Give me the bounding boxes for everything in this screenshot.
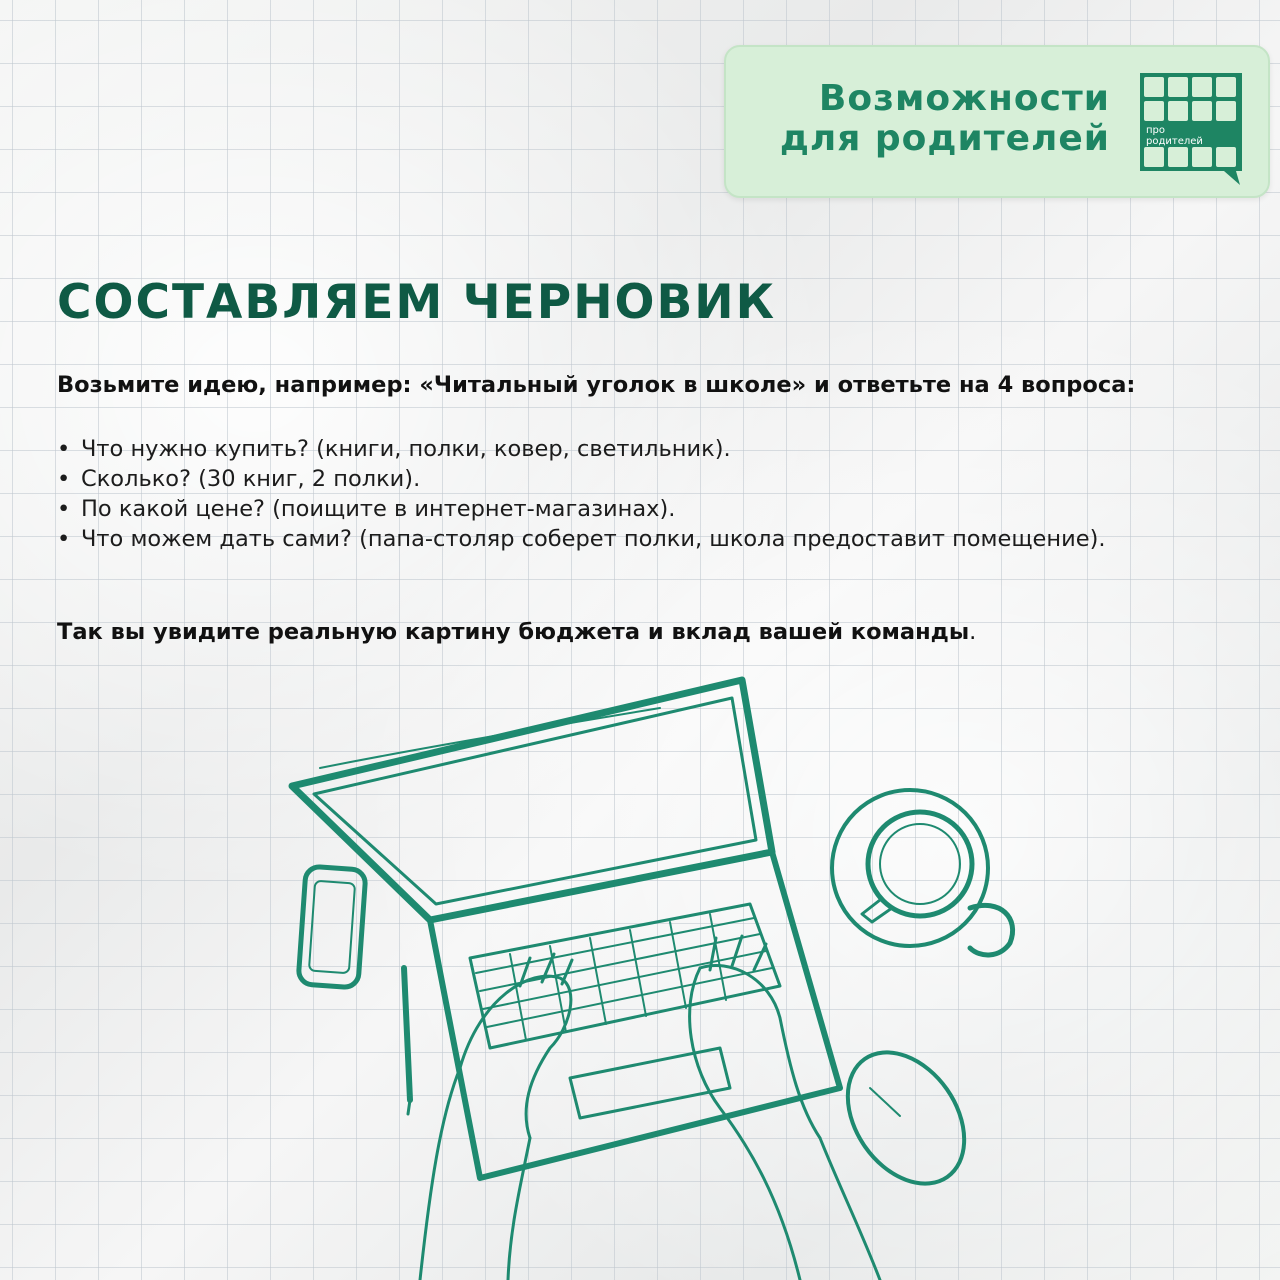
computer-mouse xyxy=(824,1030,989,1205)
coffee-cup xyxy=(832,790,1013,955)
list-item: • По какой цене? (поищите в интернет-магазинах). xyxy=(57,494,1106,524)
question-list xyxy=(57,434,1106,554)
intro-text: Возьмите идею, например: «Читальный уголок в школе» и ответьте на 4 вопроса: xyxy=(57,372,1136,398)
list-item: • Что можем дать сами? (папа-столяр соберет полки, школа предоставит помещение). xyxy=(57,524,1106,554)
badge-title xyxy=(780,79,1110,159)
laptop-desk-illustration xyxy=(280,668,1040,1280)
conclusion-text xyxy=(57,619,976,645)
badge-title-line2: для родителей xyxy=(779,118,1110,159)
list-item: • Сколько? (30 книг, 2 полки). xyxy=(57,464,1106,494)
logo-text-line2: родителей xyxy=(1146,136,1203,147)
brand-badge xyxy=(724,45,1270,198)
list-item: • Что нужно купить? (книги, полки, ковер, светильник). xyxy=(57,434,1106,464)
conclusion-period: . xyxy=(969,619,977,645)
pro-roditeley-logo xyxy=(1140,73,1242,185)
logo-text-line1: про xyxy=(1146,125,1166,136)
badge-title-line1: Возможности xyxy=(818,78,1110,119)
pen xyxy=(404,968,410,1114)
page-title: СОСТАВЛЯЕМ ЧЕРНОВИК xyxy=(57,275,777,330)
conclusion-main: Так вы увидите реальную картину бюджета и вклад вашей команды xyxy=(57,619,970,645)
smartphone xyxy=(298,866,366,988)
